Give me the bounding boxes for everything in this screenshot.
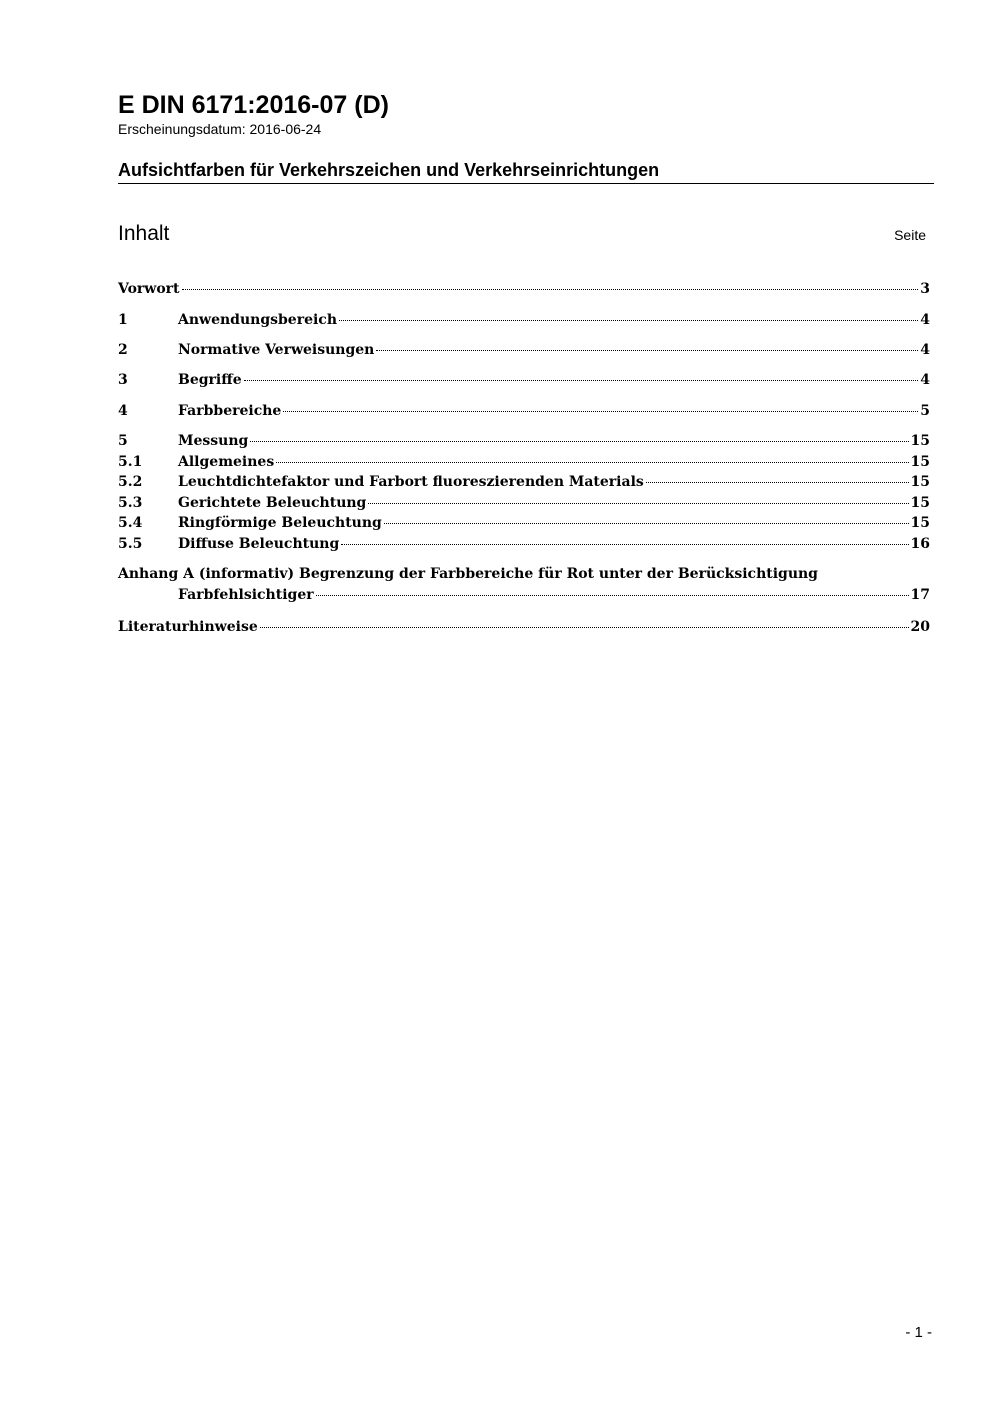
toc-entry-annex-a-continuation[interactable]: [178, 585, 930, 605]
publication-date: Erscheinungsdatum: 2016-06-24: [118, 121, 322, 137]
toc-entry-vorwort[interactable]: [118, 279, 930, 299]
toc-entry-label: Vorwort: [118, 281, 180, 297]
toc-leader-dots: [250, 441, 908, 442]
toc-entry-number: 5.1: [118, 454, 143, 470]
toc-entry-1[interactable]: [118, 310, 930, 330]
footer-page-number: - 1 -: [905, 1324, 932, 1341]
toc-leader-dots: [341, 544, 908, 545]
toc-entry-label: Allgemeines: [178, 454, 275, 470]
toc-entry-number: 5.2: [118, 474, 143, 490]
toc-entry-label: Diffuse Beleuchtung: [178, 536, 340, 552]
toc-entry-number: 5: [118, 433, 128, 449]
toc-entry-label: Begriffe: [178, 372, 242, 388]
toc-leader-dots: [182, 289, 919, 290]
toc-entry-number: 3: [118, 372, 128, 388]
toc-entry-number: 4: [118, 403, 128, 419]
toc-entry-number: 1: [118, 312, 128, 328]
toc-leader-dots: [283, 411, 918, 412]
toc-entry-page: 4: [920, 312, 930, 328]
toc-leader-dots: [260, 627, 909, 628]
toc-entry-number: 5.3: [118, 495, 143, 511]
toc-entry-number: 5.5: [118, 536, 143, 552]
toc-entry-5-1[interactable]: [118, 452, 930, 472]
toc-leader-dots: [384, 523, 909, 524]
toc-entry-5-3[interactable]: [118, 493, 930, 513]
toc-entry-page: 5: [920, 403, 930, 419]
toc-heading: Inhalt: [118, 222, 170, 245]
toc-entry-page: 16: [910, 536, 930, 552]
toc-entry-number: 2: [118, 342, 128, 358]
toc-entry-label: Leuchtdichtefaktor und Farbort fluoreszierenden Materials: [178, 474, 644, 490]
toc-entry-2[interactable]: [118, 340, 930, 360]
toc-entry-5[interactable]: [118, 431, 930, 451]
toc-heading-row: [118, 222, 926, 246]
toc-entry-page: 15: [910, 454, 930, 470]
toc-entry-page: 15: [910, 433, 930, 449]
toc-entry-page: 15: [910, 515, 930, 531]
toc-leader-dots: [646, 482, 909, 483]
toc-entry-5-2[interactable]: [118, 472, 930, 492]
toc-leader-dots: [276, 462, 908, 463]
toc-entry-page: 15: [910, 474, 930, 490]
toc-entry-page: 3: [920, 281, 930, 297]
toc-entry-5-5[interactable]: [118, 534, 930, 554]
toc-leader-dots: [339, 320, 918, 321]
page-column-label: Seite: [894, 227, 926, 243]
document-header: [118, 90, 934, 138]
toc-entry-label: Ringförmige Beleuchtung: [178, 515, 382, 531]
toc-entry-4[interactable]: [118, 401, 930, 421]
toc-entry-label: Farbfehlsichtiger: [178, 587, 314, 603]
document-title: Aufsichtfarben für Verkehrszeichen und Verkehrseinrichtungen: [118, 158, 934, 184]
toc-entry-label: Messung: [178, 433, 249, 449]
toc-entry-label: Literaturhinweise: [118, 619, 258, 635]
toc-entry-5-4[interactable]: [118, 513, 930, 533]
toc-leader-dots: [368, 503, 908, 504]
toc-entry-bibliography[interactable]: [118, 617, 930, 637]
toc-entry-label: Gerichtete Beleuchtung: [178, 495, 367, 511]
document-id: E DIN 6171:2016-07 (D): [118, 91, 389, 119]
toc-entry-page: 4: [920, 372, 930, 388]
toc-entry-annex-a[interactable]: Anhang A (informativ) Begrenzung der Farbbereiche für Rot unter der Berücksichtigung: [118, 566, 818, 582]
toc-entry-page: 20: [910, 619, 930, 635]
toc-entry-page: 15: [910, 495, 930, 511]
toc-entry-page: 17: [910, 587, 930, 603]
toc-leader-dots: [376, 350, 918, 351]
toc-entry-label: Anwendungsbereich: [178, 312, 337, 328]
toc-entry-page: 4: [920, 342, 930, 358]
toc-entry-number: 5.4: [118, 515, 143, 531]
toc-entry-label: Normative Verweisungen: [178, 342, 375, 358]
toc-entry-3[interactable]: [118, 370, 930, 390]
toc-entry-label: Farbbereiche: [178, 403, 282, 419]
toc-leader-dots: [316, 595, 909, 596]
toc-leader-dots: [244, 380, 919, 381]
